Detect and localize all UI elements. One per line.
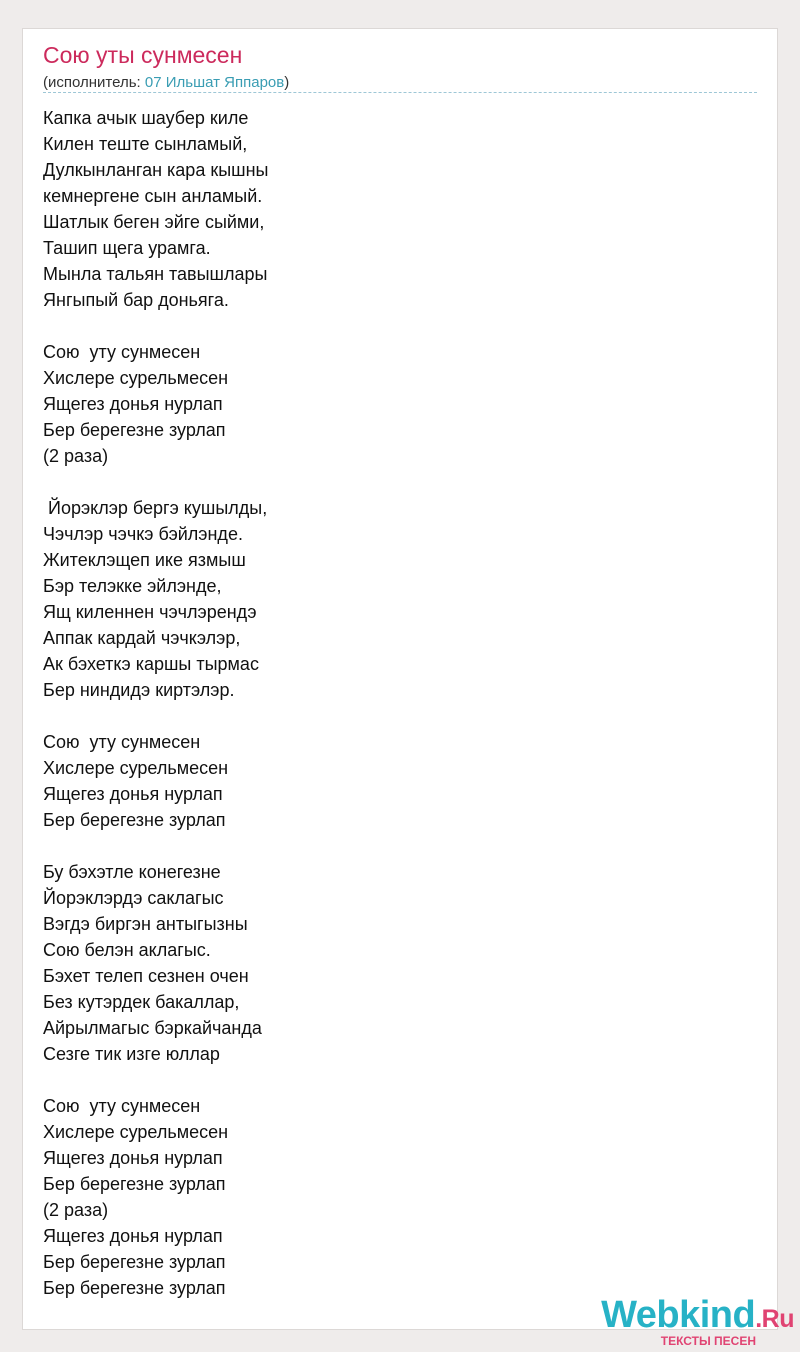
stanza-gap [43,469,268,495]
dashed-divider [43,92,757,93]
lyric-line: Капка ачык шаубер киле [43,108,249,128]
logo-wordmark [601,1296,794,1338]
byline-prefix: (исполнитель: [43,74,145,91]
lyric-line: Бэхет телеп сезнен очен [43,966,249,986]
lyric-line: Чэчлэр чэчкэ бэйлэнде. [43,524,243,544]
lyric-line: Хислере сурельмесен [43,1122,229,1142]
lyric-line: Сою уту сунмесен [43,342,201,362]
lyric-line: Айрылмагыс бэркайчанда [43,1018,262,1038]
lyric-line: Бер берегезне зурлап [43,810,226,830]
lyric-line: Хислере сурельмесен [43,758,229,778]
lyric-line: Бер ниндидэ киртэлэр. [43,680,235,700]
lyric-line: Йорэклэрдэ саклагыс [43,888,224,908]
lyric-line: Янгыпый бар доньяга. [43,290,229,310]
lyric-line: Бу бэхэтле конегезне [43,862,221,882]
byline-suffix: ) [284,74,290,91]
lyric-line: Без кутэрдек бакаллар, [43,992,240,1012]
byline [43,74,289,91]
lyric-line: Бер берегезне зурлап [43,1174,226,1194]
lyric-line: Ящегез донья нурлап [43,1226,223,1246]
stanza-gap [43,313,268,339]
lyric-line: Ящегез донья нурлап [43,1148,223,1168]
lyric-line: (2 раза) [43,446,109,466]
lyric-line: Ташип щега урамга. [43,238,211,258]
lyric-line: (2 раза) [43,1200,109,1220]
site-logo[interactable] [601,1296,794,1348]
lyric-line: Ящ киленнен чэчлэрендэ [43,602,257,622]
lyric-line: Ак бэхеткэ каршы тырмас [43,654,259,674]
lyrics-text [43,105,268,1301]
artist-link[interactable]: 07 Ильшат Яппаров [144,74,285,91]
lyric-line: Аппак кардай чэчкэлэр, [43,628,241,648]
lyric-line: Мынла тальян тавышлары [43,264,268,284]
lyric-line: Сою белэн аклагыс. [43,940,211,960]
lyric-line: Вэгдэ биргэн антыгызны [43,914,248,934]
lyric-line: Ящегез донья нурлап [43,784,223,804]
song-title: Сою уты сунмесен [43,42,243,68]
lyric-line: Дулкынланган кара кышны [43,160,269,180]
logo-name: Webkind [601,1294,756,1336]
lyric-line: Бер берегезне зурлап [43,1252,226,1272]
lyrics-card [22,28,778,1330]
stanza-gap [43,833,268,859]
stanza-gap [43,1067,268,1093]
logo-tld: .Ru [755,1305,794,1333]
lyric-line: Бэр телэкке эйлэнде, [43,576,222,596]
lyric-line: Бер берегезне зурлап [43,1278,226,1298]
lyric-line: Хислере сурельмесен [43,368,229,388]
logo-tagline: ТЕКСТЫ ПЕСЕН [660,1334,756,1348]
lyric-line: Йорэклэр бергэ кушылды, [43,498,268,518]
lyric-line: Шатлык беген эйге сыйми, [43,212,265,232]
lyric-line: Ящегез донья нурлап [43,394,223,414]
lyric-line: Сезге тик изге юллар [43,1044,220,1064]
lyric-line: Килен теште сынламый, [43,134,248,154]
lyric-line: Сою уту сунмесен [43,1096,201,1116]
lyric-line: Житеклэщеп ике язмыш [43,550,246,570]
lyric-line: Бер берегезне зурлап [43,420,226,440]
lyric-line: кемнергене сын анламый. [43,186,263,206]
stanza-gap [43,703,268,729]
lyric-line: Сою уту сунмесен [43,732,201,752]
